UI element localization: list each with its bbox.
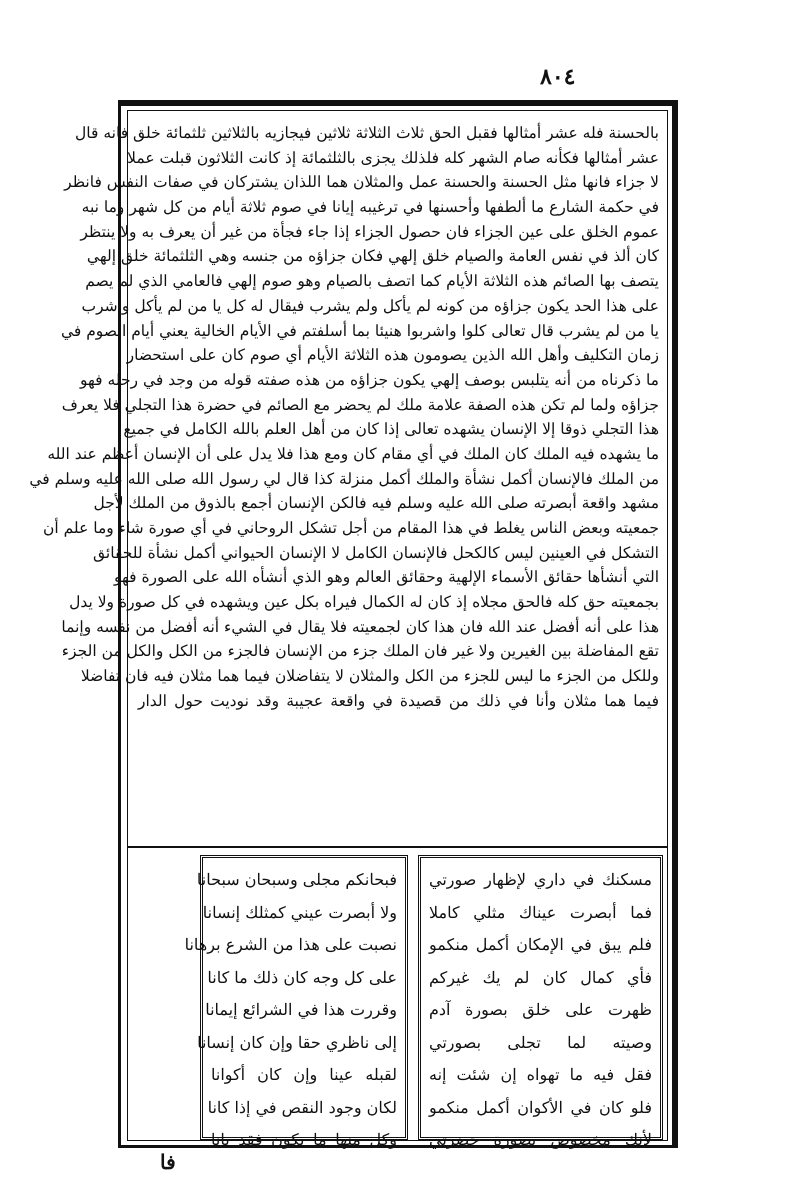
poem-verse: فقل فيه ما تهواه إن شئت إنه xyxy=(429,1065,652,1084)
poem-verse: فأي كمال كان لم يك غيركم xyxy=(429,967,652,987)
section-divider xyxy=(128,846,667,848)
text-line: عموم الخلق على عين الجزاء فان حصول الجزاء إذا جاء فجأة من غير أن يعرف به ولا ينتظر xyxy=(80,222,659,241)
poem-verse: ولا أبصرت عيني كمثلك إنسانا xyxy=(202,902,397,922)
text-line: من الملك فالإنسان أكمل نشأة والملك أكمل منزلة كذا قال لي رسول الله صلى الله عليه وسلم في xyxy=(29,469,659,488)
text-line: وللكل من الجزء ما ليس للجزء من الكل والمثلان لا يتفاضلان فيما هما مثلان فيه فان تفاضلا xyxy=(80,667,659,686)
text-line: تقع المفاضلة بين الغيرين ولا غير فان الملك جزء من الإنسان فالجزء من الكل والكل من الجزء xyxy=(61,642,659,661)
text-line: جزاؤه ولما لم تكن هذه الصفة علامة ملك لم يحضر مع الصائم في حضرة هذا التجلي فلا يعرف xyxy=(61,395,659,414)
inner-border xyxy=(29,110,668,1149)
poem-verse: فبحانكم مجلى وسبحان سبحانا xyxy=(196,870,397,889)
footer-mark: فا xyxy=(160,1150,176,1174)
text-line: التشكل في العينين ليس كالكحل فالإنسان الكامل لا الإنسان الحيواني أكمل نشأة للحقائق xyxy=(92,543,659,562)
poem-verse: وقررت هذا في الشرائع إيمانا xyxy=(205,1000,397,1019)
text-line: هذا على أنه أفضل عند الله فان هذا كان لجمعيته فلا يقال في الشيء أنه أفضل من نفسه وإنما xyxy=(61,617,659,636)
text-line: زمان التكليف وأهل الله الذين يصومون هذه الثلاثة الأيام أي صوم كان على استحضار xyxy=(126,346,659,365)
poem-verse: وكل منها ما يكون فقد بانا xyxy=(211,1130,397,1149)
page-number: ٨٠٤ xyxy=(540,64,576,90)
text-line: على هذا الحد يكون جزاؤه من كونه لم يأكل ولم يشرب فيقال له كل يا من لم يأكل واشرب xyxy=(81,296,659,315)
poem-verse: فما أبصرت عيناك مثلي كاملا xyxy=(429,902,652,922)
text-line: ما ذكرناه من أنه يتلبس بوصف إلهي يكون جزاؤه من هذه صفته قوله من وجد في رحله فهو xyxy=(80,370,659,389)
poem-verse: مسكنك في داري لإظهار صورتي xyxy=(429,870,652,889)
poem-verse: فلم يبق في الإمكان أكمل منكمو xyxy=(429,935,652,954)
text-line: في حكمة الشارع ما ألطفها وأحسنها في ترغيبه إيانا في صوم ثلاثة أيام من كل شهر وما نبه xyxy=(81,198,659,217)
text-line: ما يشهده فيه الملك كان الملك في أي مقام كان ومع هذا فلا يدل على أن الإنسان أعظم عند الله xyxy=(47,444,659,463)
poem-verse: نصبت على هذا من الشرع برهانا xyxy=(184,935,397,954)
page-frame xyxy=(29,100,678,1149)
text-line: عشر أمثالها فكأنه صام الشهر كله فلذلك يجزى بالثلثمائة إذ كانت الثلاثون قبلت عملا xyxy=(127,148,659,167)
poem-verse: ظهرت على خلق بصورة آدم xyxy=(429,1000,652,1019)
text-line: مشهد واقعة أبصرته صلى الله عليه وسلم فيه فالكن الإنسان أجمع بالذوق من الملك لأجل xyxy=(93,494,659,513)
poem-verse: وصيته لما تجلى بصورتي xyxy=(429,1032,652,1052)
text-line: بالحسنة فله عشر أمثالها فقبل الحق ثلاث الثلاثة ثلاثين فيجازيه بالثلاثين ثلثمائة خلق فانه قال xyxy=(75,124,659,142)
poem-verse: إلى ناظري حقا وإن كان إنسانا xyxy=(197,1032,397,1052)
text-line: جمعيته وبعض الناس يغلط في هذا المقام من أجل تشكل الروحاني في أي صورة شاء وما علم أن xyxy=(43,519,659,537)
text-line: فيما هما مثلان وأنا في ذلك من قصيدة في واقعة عجيبة وقد نوديت حول الدار xyxy=(138,691,659,710)
poem-verse: لأنك مخصوص بصورة حضرتي xyxy=(429,1130,652,1149)
poem-column-right xyxy=(418,855,663,1149)
text-line: يتصف بها الصائم هذه الثلاثة الأيام كما اتصف بالصيام وهو صوم إلهي فالعامي الذي لم يصم xyxy=(85,272,659,291)
text-line: بجمعيته حق كله فالحق مجلاه إذ كان له الكمال فيراه بكل عين ويشهده في كل صورة ولا يدل xyxy=(69,593,659,612)
poem-column-left xyxy=(184,855,408,1149)
text-line: كان ألذ في نفس العامة والصيام خلق إلهي فكان جزاؤه من جنسه وهي الثلثمائة خلق إلهي xyxy=(86,247,659,266)
poem-verse: لقبله عينا وإن كان أكوانا xyxy=(211,1065,397,1084)
text-line: التي أنشأها حقائق الأسماء الإلهية وحقائق العالم وهو الذي أنشأه الله على الصورة فهو xyxy=(113,568,659,587)
poem-verse: لكان وجود النقص في إذا كانا xyxy=(207,1097,397,1117)
text-line: لا جزاء فانها مثل الحسنة والحسنة عمل والمثلان هما اللذان يشتركان في صفات النفس فانظر xyxy=(64,173,659,192)
text-line: يا من لم يشرب قال تعالى كلوا واشربوا هنيئا بما أسلفتم في الأيام الخالية يعني أيام الصوم في xyxy=(60,321,659,340)
text-line: هذا التجلي ذوقا إلا الإنسان يشهده تعالى إذا كان من أهل العلم بالله الكامل في جميع xyxy=(123,420,659,439)
poem-verse: فلو كان في الأكوان أكمل منكمو xyxy=(429,1097,652,1117)
prose-text xyxy=(29,121,659,714)
poem-verse: على كل وجه كان ذلك ما كانا xyxy=(207,967,397,987)
